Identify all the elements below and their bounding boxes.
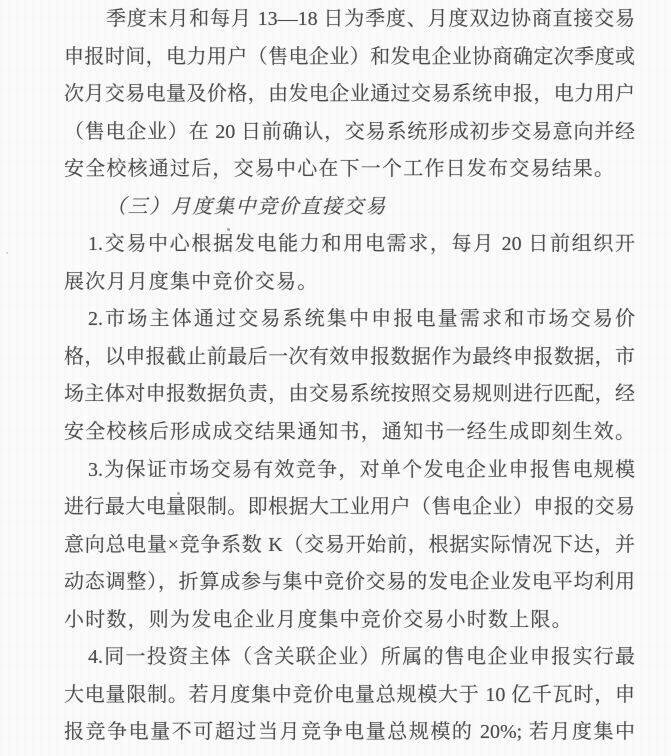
text-line: 次月交易电量及价格，由发电企业通过交易系统申报，电力用户 [64, 83, 635, 106]
text-line: 展次月月度集中竞价交易。 [64, 270, 319, 293]
text-line: 报竞争电量不可超过当月竞争电量总规模的 20%; 若月度集中 [64, 721, 635, 744]
text-line: 安全校核后形成成交结果通知书，通知书一经生成即刻生效。 [64, 421, 635, 444]
text-line: 意向总电量×竞争系数 K（交易开始前，根据实际情况下达，并 [64, 533, 635, 556]
text-line: 安全校核通过后，交易中心在下一个工作日发布交易结果。 [64, 158, 616, 181]
text-line: 3.为保证市场交易有效竞争，对单个发电企业申报售电规模 [88, 458, 635, 481]
text-line: 小时数，则为发电企业月度集中竞价交易小时数上限。 [64, 608, 573, 631]
section-heading: （三）月度集中竞价直接交易 [106, 195, 387, 218]
scan-speck [227, 228, 230, 231]
text-line: 4.同一投资主体（含关联企业）所属的售电企业申报实行最 [88, 646, 635, 669]
text-line: 格，以申报截止前最后一次有效申报数据作为最终申报数据，市 [64, 345, 635, 368]
text-line: 1.交易中心根据发电能力和用电需求，每月 20 日前组织开 [88, 233, 635, 256]
text-line: （售电企业）在 20 日前确认，交易系统形成初步交易意向并经 [64, 120, 635, 143]
text-line: 动态调整），折算成参与集中竞价交易的发电企业发电平均利用 [64, 571, 635, 594]
text-block [64, 1, 635, 752]
text-line: 2.市场主体通过交易系统集中申报电量需求和市场交易价 [88, 308, 635, 331]
text-line: 申报时间，电力用户（售电企业）和发电企业协商确定次季度或 [64, 45, 635, 68]
scan-speck [177, 492, 180, 495]
text-line: 季度末月和每月 13—18 日为季度、月度双边协商直接交易 [106, 8, 635, 30]
scan-speck [6, 252, 8, 254]
text-line: 大电量限制。若月度集中竞价电量总规模大于 10 亿千瓦时，申 [64, 683, 635, 706]
text-line: 场主体对申报数据负责，由交易系统按照交易规则进行匹配，经 [64, 383, 635, 406]
text-line: 进行最大电量限制。即根据大工业用户（售电企业）申报的交易 [64, 496, 635, 519]
